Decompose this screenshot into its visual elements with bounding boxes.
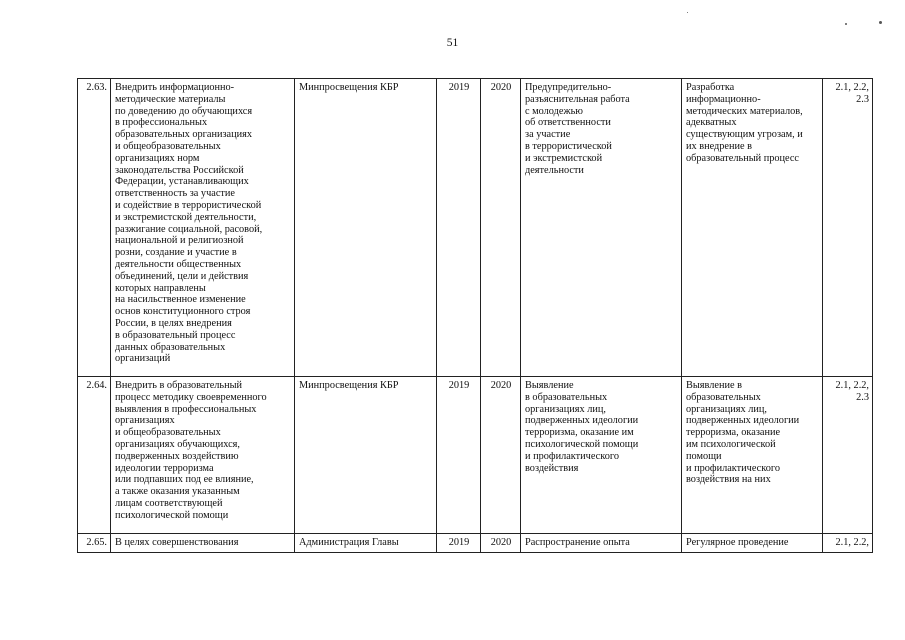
executor: Минпросвещения КБР [295,79,437,377]
scan-speck [845,23,847,25]
direction: Предупредительно- разъяснительная работа с молодежью об ответственности за участие в террористической и экстремистской деятельности [521,79,682,377]
measure-text: Внедрить в образовательный процесс методику своевременного выявления в профессиональных организациях и общеобразовательных организациях обучающихся, подверженных воздействию идеологии терроризма или подпавших под ее влияние, а также оказания указанным лицам соответствующей психологической помощи [111,377,295,534]
table-row [78,377,873,534]
year-end: 2020 [481,377,521,534]
year-end: 2020 [481,79,521,377]
measure-text: В целях совершенствования [111,534,295,553]
executor: Администрация Главы [295,534,437,553]
measures-table [77,78,873,553]
direction: Выявление в образовательных организациях лиц, подверженных идеологии терроризма, оказание им психологической помощи и профилактического воздействия [521,377,682,534]
executor: Минпросвещения КБР [295,377,437,534]
expected-result: Выявление в образовательных организациях лиц, подверженных идеологии терроризма, оказание им психологической помощи и профилактического воздействия на них [682,377,823,534]
year-end: 2020 [481,534,521,553]
year-start: 2019 [437,377,481,534]
year-start: 2019 [437,79,481,377]
table-row [78,79,873,377]
measure-text: Внедрить информационно- методические материалы по доведению до обучающихся в профессиональных образовательных организациях и общеобразовательных организациях норм законодательства Российской Федерации, устанавливающих ответственность за участие и содействие в террористической и экстремистской деятельности, разжигание социальной, расовой, национальной и религиозной розни, создание и участие в деятельности общественных объединений, цели и действия которых направлены на насильственное изменение основ конституционного строя России, в целях внедрения в образовательный процесс данных образовательных организаций [111,79,295,377]
year-start: 2019 [437,534,481,553]
direction: Распространение опыта [521,534,682,553]
row-number: 2.64. [78,377,111,534]
scan-speck [687,12,688,13]
row-number: 2.65. [78,534,111,553]
table-row [78,534,873,553]
expected-result: Разработка информационно- методических материалов, адекватных существующим угрозам, и их внедрение в образовательный процесс [682,79,823,377]
expected-result: Регулярное проведение [682,534,823,553]
scan-speck [879,21,882,24]
task-refs: 2.1, 2.2, 2.3 [823,377,873,534]
page-number: 51 [446,37,459,49]
task-refs: 2.1, 2.2, [823,534,873,553]
row-number: 2.63. [78,79,111,377]
task-refs: 2.1, 2.2, 2.3 [823,79,873,377]
